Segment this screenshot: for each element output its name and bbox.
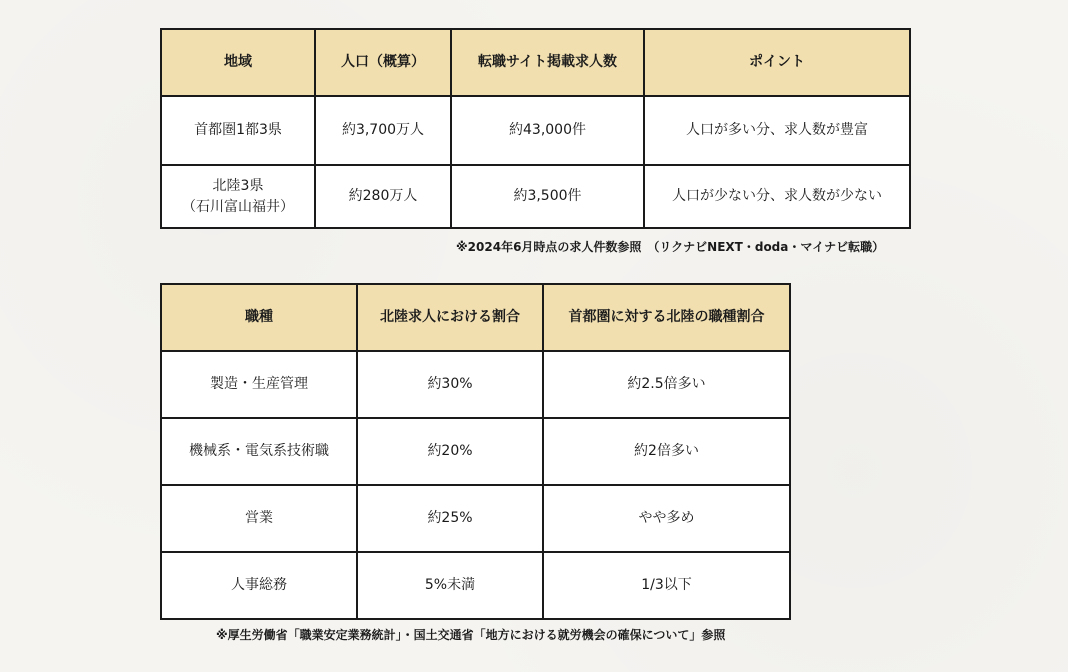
header-job-type: 職種 [161, 284, 357, 351]
region-subname: （石川富山福井） [182, 198, 294, 215]
cell-job-type: 営業 [161, 485, 357, 552]
region-name: 首都圏1都3県 [194, 122, 282, 138]
job-type-table [160, 283, 791, 620]
cell-point: 人口が多い分、求人数が豊富 [644, 96, 910, 165]
header-hokuriku-ratio: 北陸求人における割合 [357, 284, 543, 351]
header-point: ポイント [644, 29, 910, 96]
cell-job-type: 機械系・電気系技術職 [161, 418, 357, 485]
region-name: 北陸3県 [212, 177, 264, 194]
cell-compare: 約2.5倍多い [543, 351, 790, 418]
header-region: 地域 [161, 29, 315, 96]
cell-job-postings: 約43,000件 [451, 96, 644, 165]
header-population: 人口（概算） [315, 29, 451, 96]
cell-compare: 1/3以下 [543, 552, 790, 619]
table1-source-note: ※2024年6月時点の求人件数参照 （リクナビNEXT・doda・マイナビ転職） [456, 240, 885, 254]
table-header-row [161, 29, 910, 96]
header-compare-ratio: 首都圏に対する北陸の職種割合 [543, 284, 790, 351]
cell-population: 約280万人 [315, 165, 451, 228]
cell-population: 約3,700万人 [315, 96, 451, 165]
cell-compare: やや多め [543, 485, 790, 552]
cell-region [161, 96, 315, 165]
cell-ratio: 約20% [357, 418, 543, 485]
table2-source-note: ※厚生労働省「職業安定業務統計」・国土交通省「地方における就労機会の確保について」参照 [216, 628, 726, 642]
region-comparison-table [160, 28, 911, 229]
cell-job-postings: 約3,500件 [451, 165, 644, 228]
cell-job-type: 製造・生産管理 [161, 351, 357, 418]
cell-compare: 約2倍多い [543, 418, 790, 485]
cell-region [161, 165, 315, 228]
cell-ratio: 約30% [357, 351, 543, 418]
table-row [161, 165, 910, 228]
cell-point: 人口が少ない分、求人数が少ない [644, 165, 910, 228]
table-row [161, 418, 790, 485]
table-row [161, 96, 910, 165]
table-row [161, 485, 790, 552]
header-job-postings: 転職サイト掲載求人数 [451, 29, 644, 96]
table-row [161, 351, 790, 418]
cell-ratio: 5%未満 [357, 552, 543, 619]
cell-ratio: 約25% [357, 485, 543, 552]
table-row [161, 552, 790, 619]
cell-job-type: 人事総務 [161, 552, 357, 619]
table-header-row [161, 284, 790, 351]
